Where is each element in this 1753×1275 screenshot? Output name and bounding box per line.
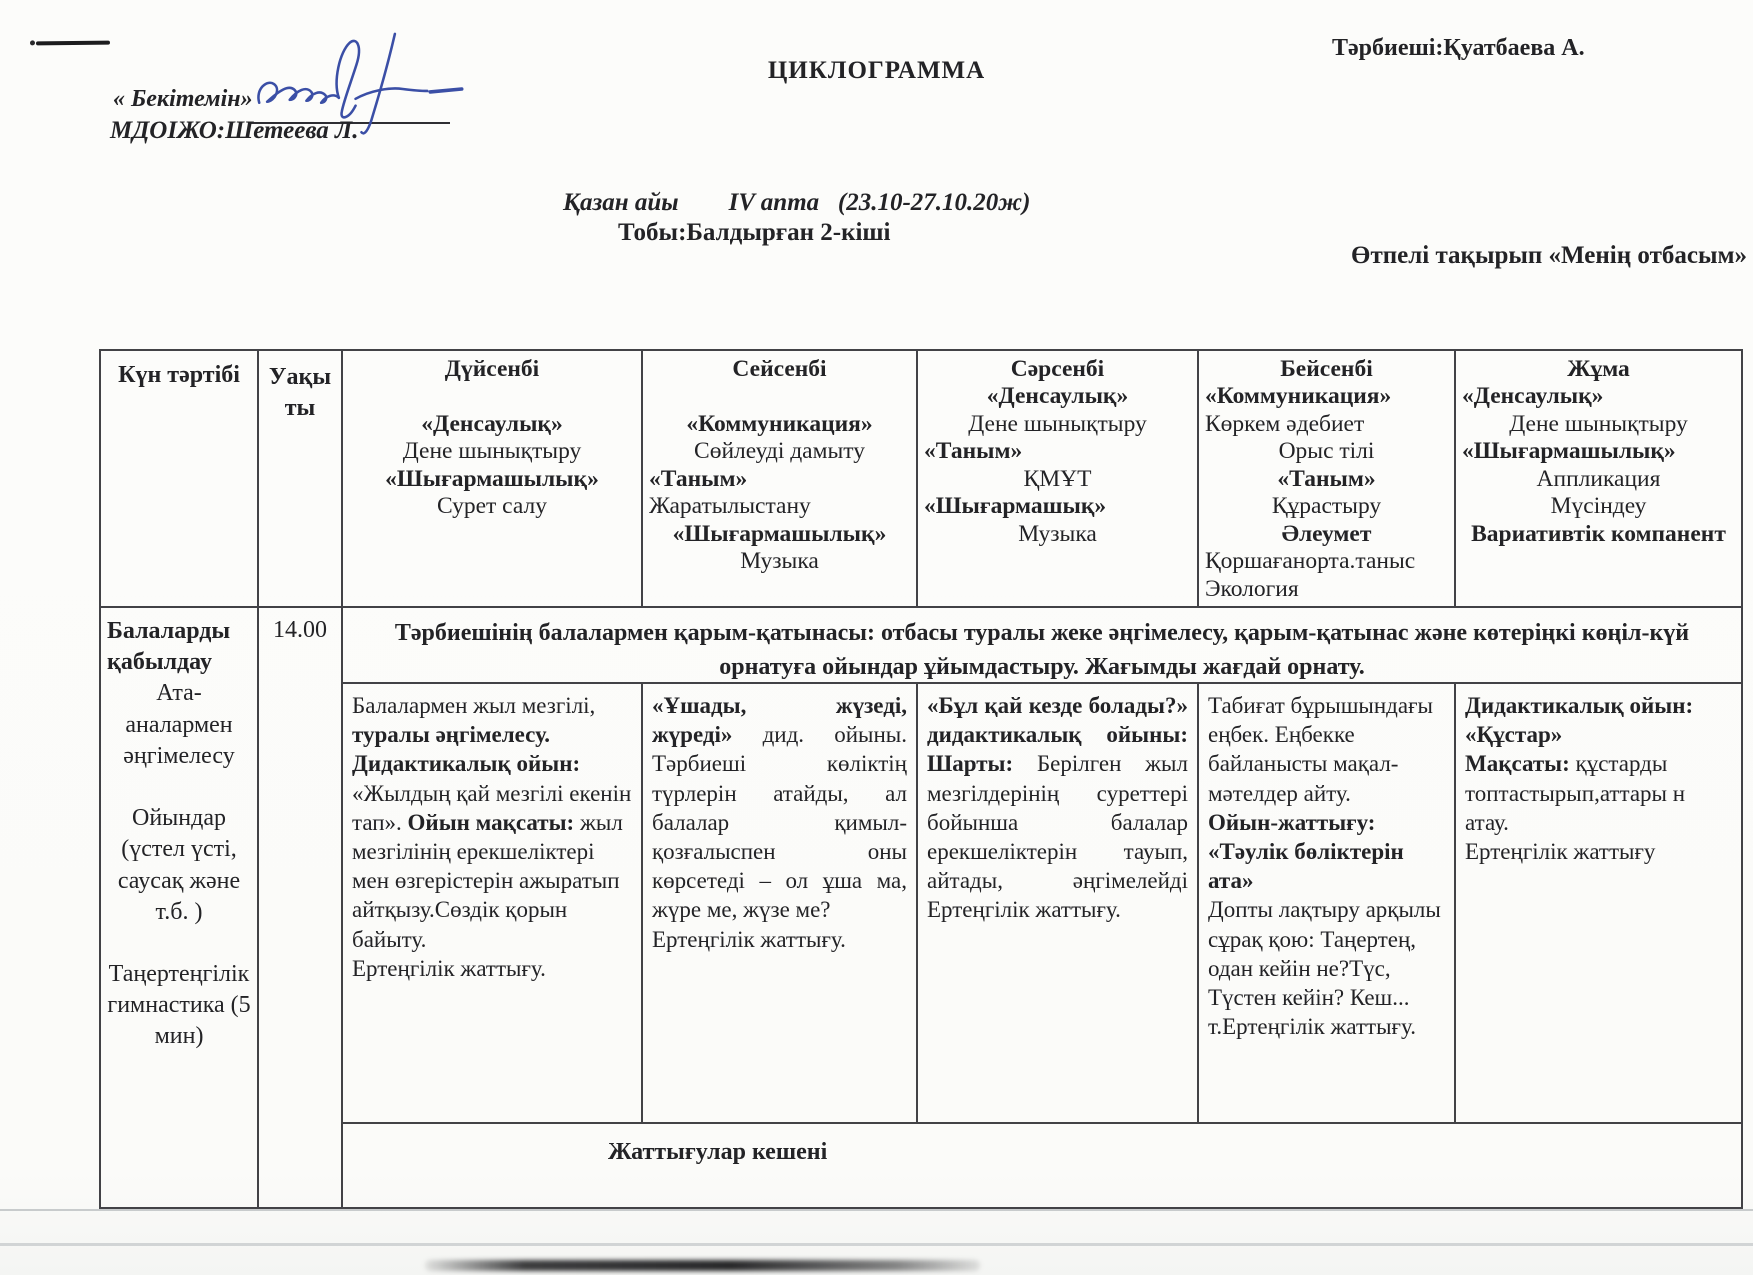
day-header-line: Дене шынықтыру xyxy=(402,438,582,465)
day-header-line: Сөйлеуді дамыту xyxy=(694,438,865,465)
regime-header-label: Күн тәртібі xyxy=(118,362,240,388)
day-name: Дүйсенбі xyxy=(444,356,540,382)
activity-cell-tuesday xyxy=(642,683,917,1123)
day-header-cell-wednesday xyxy=(917,350,1198,607)
document-title: ЦИКЛОГРАММА xyxy=(767,57,986,84)
day-header-line xyxy=(649,383,910,410)
activity-text-run: Ертеңгілік жаттығу. xyxy=(652,926,846,952)
time-value-cell xyxy=(258,607,342,1208)
schedule-table xyxy=(99,349,1743,1209)
day-header-line: «Шығармашылық» xyxy=(672,520,887,547)
day-header-line: Жаратылыстану xyxy=(649,493,811,520)
day-header-line: Дене шынықтыру xyxy=(968,410,1147,437)
activity-text-run: Берілген жыл мезгілдерінің суреттері бойынша балалар ерекшеліктерін тауып, айтады, әңгімелейді Ертеңгілік жаттығу. xyxy=(927,751,1188,923)
activity-text-run: дид. ойыны. Тәрбиеші көліктің түрлерін атайды, ал балалар қимыл-қозғалыспен оны көрсетеді – ол ұша ма, жүре ме, жүзе ме? xyxy=(652,722,907,923)
day-header-line: Музыка xyxy=(740,548,819,575)
activity-text-run: Дидактикалық ойын: «Құстар» xyxy=(1465,693,1694,748)
exercises-footer-cell xyxy=(342,1123,1742,1208)
activity-cell-thursday xyxy=(1198,683,1455,1123)
day-header-line: Вариативтік компанент xyxy=(1471,520,1726,547)
activity-text-run: Ертеңгілік жаттығу. xyxy=(352,955,546,981)
activities-row xyxy=(100,683,1742,1123)
time-header-line: ты xyxy=(284,395,316,422)
day-name: Бейсенбі xyxy=(1280,356,1373,382)
activity-cell-friday xyxy=(1455,683,1742,1123)
day-header-line: «Таным» xyxy=(649,465,748,492)
day-name: Жұма xyxy=(1567,356,1630,382)
activity-text-run: жыл мезгілінің ерекшеліктері мен өзгерістерін ажыратып айтқызу.Сөздік қорын байыту. xyxy=(352,809,623,952)
day-header-line: «Шығармашылық» xyxy=(385,465,599,492)
day-header-cell-thursday xyxy=(1198,350,1455,607)
activity-cell-wednesday xyxy=(917,683,1198,1123)
activity-text-run: Ертеңгілік жаттығу xyxy=(1465,839,1656,865)
activity-cell-monday xyxy=(342,683,642,1123)
scan-pen-mark xyxy=(36,41,110,46)
regime-header-cell xyxy=(100,350,258,607)
approve-label: « Бекітемін» xyxy=(113,86,253,112)
activity-text-run: «Жылдың қай мезгілі екенін тап». xyxy=(352,780,632,835)
period-line: Қазан айы IV апта (23.10-27.10.20ж) xyxy=(563,189,1031,216)
footer-row xyxy=(100,1123,1742,1208)
day-header-line: «Таным» xyxy=(1277,465,1376,492)
regime-line: Таңертеңгілік гимнастика (5 мин) xyxy=(107,961,251,1050)
day-header-cell-monday xyxy=(342,350,642,607)
day-header-line: Аппликация xyxy=(1536,465,1661,492)
day-header-line: Сурет салу xyxy=(437,493,547,520)
day-header-line: Әлеумет xyxy=(1281,520,1372,547)
day-header-line: «Коммуникация» xyxy=(686,410,873,437)
day-header-line: «Денсаулық» xyxy=(421,410,563,437)
intro-row xyxy=(100,607,1742,683)
day-header-line: «Денсаулық» xyxy=(986,383,1129,410)
day-header-line: «Таным» xyxy=(924,438,1023,465)
exercises-footer-label: Жаттығулар кешені xyxy=(608,1139,828,1165)
teacher-line: Тәрбиеші:Қуатбаева А. xyxy=(1332,35,1585,61)
activity-text-run: Допты лақтыру арқылы сұрақ қою: Таңертең, одан кейін не?Түс, Түстен кейін? Кеш... т.Ертеңгілік жаттығу. xyxy=(1208,897,1441,1040)
group-line: Тобы:Балдырған 2-кіші xyxy=(618,219,891,246)
regime-line: Ата-аналармен әңгімелесу xyxy=(123,680,235,769)
time-header-label xyxy=(259,351,341,602)
activity-text-run: Балалармен жыл мезгілі, xyxy=(352,693,596,718)
day-header-cell-tuesday xyxy=(642,350,917,607)
time-header-cell xyxy=(258,350,342,607)
scan-dark-smear xyxy=(425,1260,980,1271)
day-header-line: «Коммуникация» xyxy=(1205,383,1392,410)
regime-line xyxy=(107,772,251,803)
day-header-line xyxy=(349,383,635,410)
day-header-line: Дене шынықтыру xyxy=(1509,410,1688,437)
table-header-row xyxy=(100,350,1742,607)
day-header-line: «Шығармашық» xyxy=(924,493,1107,520)
regime-line: Балаларды қабылдау xyxy=(107,618,231,676)
activity-text-run: туралы әңгімелесу. Дидактикалық ойын: xyxy=(352,722,581,777)
activity-text-run: Ойын-жаттығу: «Тәулік бөліктерін ата» xyxy=(1208,809,1404,894)
intro-text: Тәрбиешінің балалармен қарым-қатынасы: отбасы туралы жеке әңгімелесу, қарым-қатынас және көтеріңкі көңіл-күй орнатуға ойындар ұйымдастыру. Жағымды жағдай орнату. xyxy=(394,620,1690,681)
activity-text-run: құстарды топтастырып,аттары н атау. xyxy=(1465,751,1686,835)
intro-cell xyxy=(342,607,1742,683)
day-header-line: ҚМҰТ xyxy=(1023,465,1092,492)
day-header-cell-friday xyxy=(1455,350,1742,607)
day-header-line: Қоршағанорта.таныс xyxy=(1205,548,1416,575)
organization-line: МДОІЖО:Шетеева Л. xyxy=(110,117,359,144)
time-value: 14.00 xyxy=(273,617,327,643)
scan-edge-line xyxy=(0,1243,1753,1246)
theme-line: Өтпелі тақырып «Менің отбасым» xyxy=(1351,242,1747,269)
regime-line xyxy=(107,928,251,959)
activity-text-run: «Ұшады, жүзеді, жүреді» xyxy=(652,693,907,748)
activity-text-run: Мақсаты: xyxy=(1465,751,1570,777)
activity-text-run: Табиғат бұрышындағы еңбек. Еңбекке байланысты мақал-мәтелдер айту. xyxy=(1208,693,1433,806)
day-header-line: Музыка xyxy=(1018,520,1097,547)
scan-edge-line xyxy=(0,1209,1753,1211)
day-header-line: Экология xyxy=(1205,575,1299,602)
regime-line: Ойындар (үстел үсті, саусақ және т.б. ) xyxy=(117,805,241,925)
day-header-line: Көркем әдебиет xyxy=(1205,410,1365,437)
regime-content-cell xyxy=(100,607,258,1208)
day-name: Сейсенбі xyxy=(732,356,827,382)
activity-text-run: «Бұл қай кезде болады?» дидактикалық ойыны: Шарты: xyxy=(927,693,1188,777)
day-name: Сәрсенбі xyxy=(1010,356,1105,382)
activity-text-run: Ойын мақсаты: xyxy=(407,809,575,835)
day-header-line: Орыс тілі xyxy=(1278,438,1375,465)
time-header-line: Уақы xyxy=(268,364,332,390)
day-header-line: Мүсіндеу xyxy=(1550,493,1647,520)
day-header-line: «Шығармашылық» xyxy=(1462,438,1676,465)
day-header-line: Құрастыру xyxy=(1271,493,1382,520)
day-header-line: «Денсаулық» xyxy=(1462,383,1604,410)
